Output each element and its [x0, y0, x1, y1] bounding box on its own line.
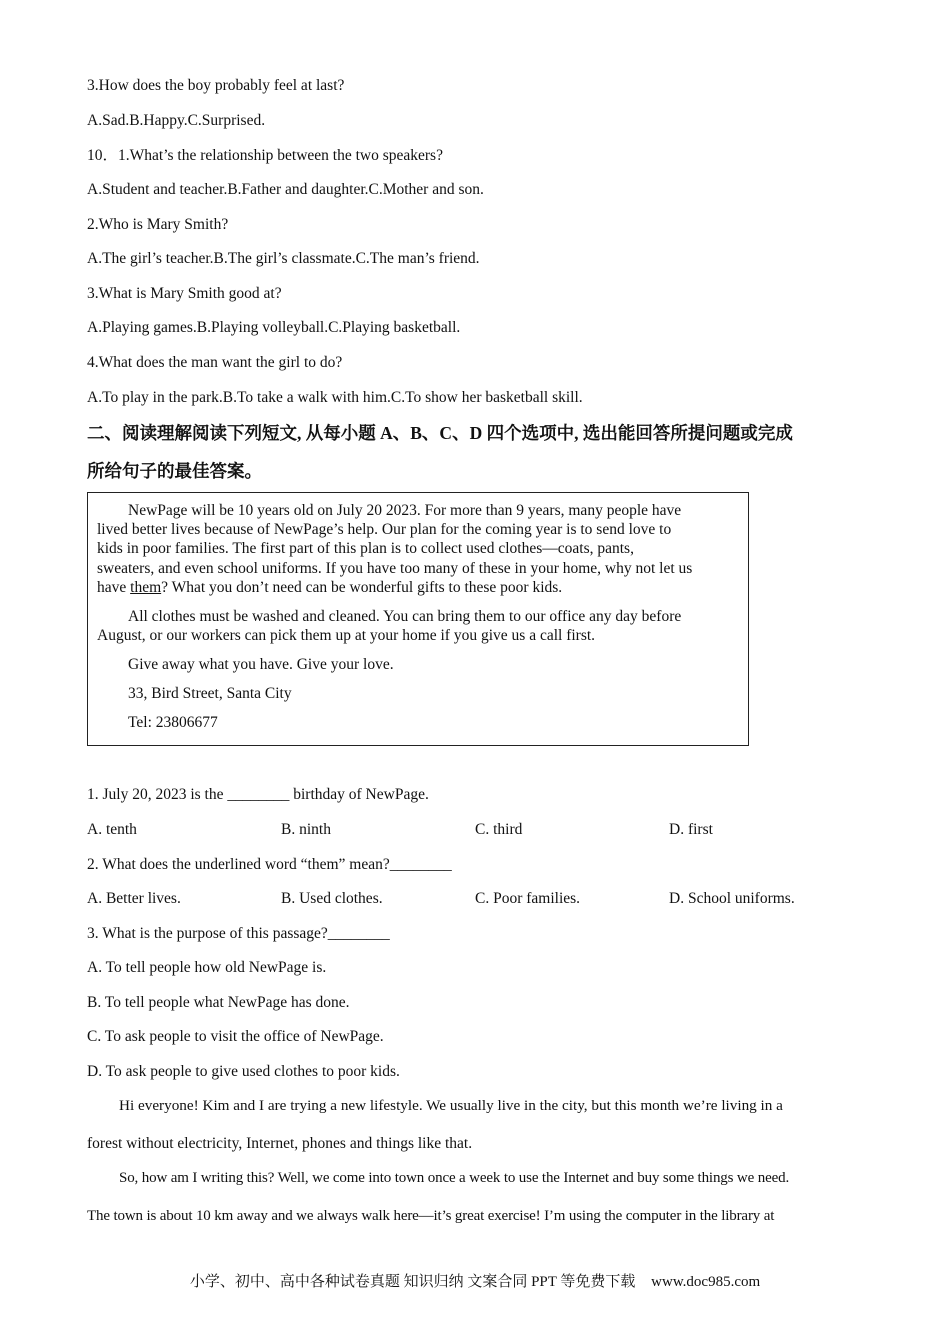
option-a: A. Better lives. — [87, 890, 181, 907]
option-b: B. ninth — [281, 821, 331, 838]
option-b: B. To tell people what NewPage has done. — [87, 994, 350, 1011]
passage-line: kids in poor families. The first part of this plan is to collect used clothes—coats, pants, — [97, 540, 634, 557]
answer-options: A.Sad.B.Happy.C.Surprised. — [87, 112, 266, 129]
question-text: 3. What is the purpose of this passage?________ — [87, 925, 390, 942]
option-d: D. first — [669, 821, 713, 838]
passage-line — [97, 578, 562, 597]
page-footer — [0, 1270, 950, 1291]
footer-text: 小学、初中、高中各种试卷真题 知识归纳 文案合同 PPT 等免费下载 — [189, 1274, 636, 1290]
passage-line: The town is about 10 km away and we always walk here—it’s great exercise! I’m using the computer in the library at — [87, 1208, 775, 1224]
question-text: 1. July 20, 2023 is the ________ birthday of NewPage. — [87, 786, 429, 803]
passage-line: forest without electricity, Internet, phones and things like that. — [87, 1135, 473, 1152]
question-text: 2.Who is Mary Smith? — [87, 216, 229, 233]
option-b: B. Used clothes. — [281, 890, 383, 907]
option-c: C. Poor families. — [475, 890, 581, 907]
question-text: 10．1.What’s the relationship between the two speakers? — [87, 147, 443, 164]
option-d: D. School uniforms. — [669, 890, 795, 907]
answer-options: A.The girl’s teacher.B.The girl’s classmate.C.The man’s friend. — [87, 250, 480, 267]
section-heading: 二、阅读理解阅读下列短文, 从每小题 A、B、C、D 四个选项中, 选出能回答所提问题或完成 — [87, 423, 793, 443]
passage-text: have — [97, 579, 131, 596]
option-a: A. tenth — [87, 821, 137, 838]
question-text: 3.What is Mary Smith good at? — [87, 285, 282, 302]
section-heading-cont: 所给句子的最佳答案。 — [87, 461, 262, 481]
question-text: 2. What does the underlined word “them” mean?________ — [87, 856, 452, 873]
passage-text: ? What you don’t need can be wonderful gifts to these poor kids. — [161, 579, 563, 596]
answer-options: A.Playing games.B.Playing volleyball.C.Playing basketball. — [87, 319, 461, 336]
passage-line: NewPage will be 10 years old on July 20 2023. For more than 9 years, many people have — [128, 502, 682, 519]
address-line: 33, Bird Street, Santa City — [128, 685, 292, 702]
underlined-word: them — [130, 579, 162, 596]
answer-options: A.Student and teacher.B.Father and daughter.C.Mother and son. — [87, 181, 484, 198]
passage-box — [87, 492, 749, 746]
passage-line: sweaters, and even school uniforms. If you have too many of these in your home, why not let us — [97, 560, 693, 577]
phone-line: Tel: 23806677 — [128, 714, 218, 731]
option-c: C. To ask people to visit the office of NewPage. — [87, 1028, 384, 1045]
passage-line: August, or our workers can pick them up at your home if you give us a call first. — [97, 627, 596, 644]
option-c: C. third — [475, 821, 523, 838]
option-a: A. To tell people how old NewPage is. — [87, 959, 327, 976]
passage-line: All clothes must be washed and cleaned. You can bring them to our office any day before — [128, 608, 682, 625]
passage-line: Hi everyone! Kim and I are trying a new lifestyle. We usually live in the city, but this month we’re living in a — [119, 1097, 783, 1114]
passage-line: Give away what you have. Give your love. — [128, 656, 394, 673]
question-text: 3.How does the boy probably feel at last? — [87, 77, 345, 94]
option-d: D. To ask people to give used clothes to poor kids. — [87, 1063, 400, 1080]
passage-line: lived better lives because of NewPage’s help. Our plan for the coming year is to send love to — [97, 521, 672, 538]
passage-line: So, how am I writing this? Well, we come into town once a week to use the Internet and buy some things we need. — [119, 1170, 790, 1186]
question-text: 4.What does the man want the girl to do? — [87, 354, 343, 371]
answer-options: A.To play in the park.B.To take a walk with him.C.To show her basketball skill. — [87, 389, 583, 406]
footer-link[interactable]: www.doc985.com — [651, 1274, 761, 1290]
